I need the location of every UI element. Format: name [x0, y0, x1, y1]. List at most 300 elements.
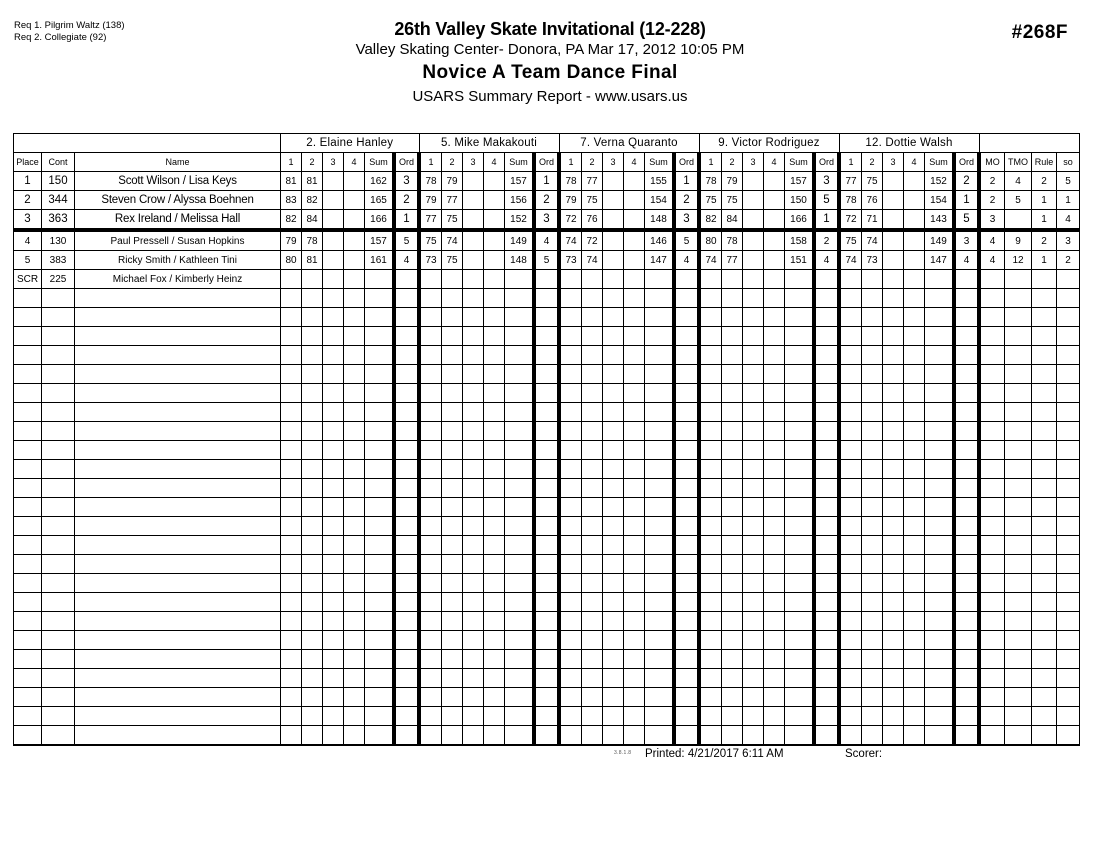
- cell-judge1-ord: 2: [394, 191, 419, 210]
- cell-judge2-mark1: [419, 631, 442, 650]
- cell-judge4-mark3: [743, 251, 764, 270]
- cell-judge4-sum: 151: [785, 251, 815, 270]
- cell-judge5-mark1: [839, 270, 862, 289]
- cell-judge5-mark4: [904, 574, 925, 593]
- cell-judge5-mark4: [904, 555, 925, 574]
- cell-judge3-sum: [645, 384, 675, 403]
- cell-tmo: [1005, 460, 1032, 479]
- cell-judge3-mark2: [582, 308, 603, 327]
- cell-judge1-mark4: [344, 688, 365, 707]
- cell-place: [14, 365, 42, 384]
- cell-judge1-ord: [394, 650, 419, 669]
- cell-judge2-mark4: [484, 669, 505, 688]
- cell-judge3-mark3: [603, 536, 624, 555]
- cell-name: Ricky Smith / Kathleen Tini: [75, 251, 281, 270]
- cell-judge2-mark4: [484, 460, 505, 479]
- cell-name: [75, 707, 281, 726]
- cell-judge5-sum: [925, 346, 955, 365]
- cell-judge5-sum: [925, 517, 955, 536]
- cell-judge2-mark3: [463, 707, 484, 726]
- cell-judge5-mark1: [839, 422, 862, 441]
- cell-judge3-sum: [645, 327, 675, 346]
- cell-judge4-mark3: [743, 460, 764, 479]
- cell-judge5-mark3: [883, 460, 904, 479]
- cell-judge2-sum: 156: [505, 191, 535, 210]
- cell-judge5-mark3: [883, 422, 904, 441]
- cell-judge3-ord: [674, 403, 699, 422]
- cell-judge4-mark4: [764, 517, 785, 536]
- cell-judge1-mark1: 79: [281, 230, 302, 251]
- cell-judge3-mark2: [582, 517, 603, 536]
- cell-judge3-mark4: [624, 289, 645, 308]
- cell-judge5-ord: [954, 574, 979, 593]
- cell-judge1-mark1: [281, 308, 302, 327]
- cell-judge3-mark3: [603, 517, 624, 536]
- cell-tmo: [1005, 536, 1032, 555]
- cell-judge3-mark4: [624, 210, 645, 231]
- cell-judge2-mark3: [463, 460, 484, 479]
- cell-judge3-mark1: [559, 612, 582, 631]
- cell-judge4-ord: [814, 612, 839, 631]
- header-judge3-4: 4: [624, 153, 645, 172]
- cell-place: [14, 574, 42, 593]
- cell-judge3-mark2: [582, 650, 603, 669]
- header-judge2-ord: Ord: [534, 153, 559, 172]
- cell-judge2-mark2: [442, 688, 463, 707]
- cell-judge3-mark2: [582, 574, 603, 593]
- cell-judge5-mark3: [883, 631, 904, 650]
- cell-judge3-mark3: [603, 230, 624, 251]
- cell-judge1-ord: [394, 631, 419, 650]
- cell-cont: [42, 707, 75, 726]
- cell-judge5-mark3: [883, 612, 904, 631]
- cell-judge2-mark3: [463, 403, 484, 422]
- cell-judge4-ord: [814, 517, 839, 536]
- cell-judge2-mark4: [484, 688, 505, 707]
- cell-judge1-sum: [365, 726, 395, 746]
- cell-judge4-mark4: [764, 403, 785, 422]
- cell-judge4-mark3: [743, 210, 764, 231]
- cell-judge5-mark2: [862, 688, 883, 707]
- cell-judge2-mark4: [484, 612, 505, 631]
- cell-judge4-mark3: [743, 517, 764, 536]
- cell-judge4-ord: [814, 574, 839, 593]
- cell-judge1-sum: [365, 441, 395, 460]
- cell-judge2-mark1: 75: [419, 230, 442, 251]
- cell-judge2-mark4: [484, 172, 505, 191]
- cell-judge1-mark1: [281, 707, 302, 726]
- cell-mo: 4: [979, 251, 1005, 270]
- cell-judge1-ord: [394, 460, 419, 479]
- cell-judge1-mark2: [302, 631, 323, 650]
- cell-judge1-mark1: [281, 517, 302, 536]
- cell-judge5-mark3: [883, 172, 904, 191]
- cell-judge2-mark3: [463, 555, 484, 574]
- cell-so: [1057, 631, 1080, 650]
- cell-judge1-mark3: [323, 612, 344, 631]
- cell-rule: [1032, 593, 1057, 612]
- build-code-text: 3.8.1.8: [614, 750, 632, 756]
- header-so: so: [1057, 153, 1080, 172]
- cell-judge2-mark4: [484, 403, 505, 422]
- cell-judge2-mark4: [484, 536, 505, 555]
- cell-judge1-mark3: [323, 289, 344, 308]
- cell-judge3-mark1: [559, 327, 582, 346]
- cell-judge2-sum: 152: [505, 210, 535, 231]
- cell-judge3-sum: [645, 707, 675, 726]
- cell-judge4-ord: [814, 384, 839, 403]
- cell-so: [1057, 403, 1080, 422]
- cell-place: [14, 479, 42, 498]
- cell-judge1-mark2: [302, 612, 323, 631]
- cell-judge5-mark2: [862, 327, 883, 346]
- cell-cont: [42, 650, 75, 669]
- cell-place: [14, 555, 42, 574]
- header-judge4-sum: Sum: [785, 153, 815, 172]
- cell-judge2-mark1: [419, 593, 442, 612]
- cell-judge1-ord: [394, 726, 419, 746]
- cell-judge5-ord: [954, 498, 979, 517]
- cell-name: Rex Ireland / Melissa Hall: [75, 210, 281, 231]
- cell-judge1-mark2: [302, 346, 323, 365]
- cell-judge3-mark1: 74: [559, 230, 582, 251]
- cell-judge5-mark3: [883, 688, 904, 707]
- cell-judge3-mark4: [624, 191, 645, 210]
- cell-judge4-mark3: [743, 365, 764, 384]
- cell-cont: 344: [42, 191, 75, 210]
- cell-judge4-mark2: 79: [722, 172, 743, 191]
- cell-judge2-sum: [505, 498, 535, 517]
- cell-judge2-mark2: [442, 536, 463, 555]
- cell-judge3-mark2: [582, 479, 603, 498]
- cell-judge3-sum: [645, 517, 675, 536]
- cell-so: [1057, 346, 1080, 365]
- cell-judge2-ord: [534, 517, 559, 536]
- cell-judge2-mark4: [484, 498, 505, 517]
- cell-judge4-mark1: [699, 612, 722, 631]
- cell-judge5-mark3: [883, 669, 904, 688]
- cell-judge1-mark4: [344, 460, 365, 479]
- cell-judge3-mark4: [624, 270, 645, 289]
- cell-name: [75, 479, 281, 498]
- cell-judge1-mark2: [302, 441, 323, 460]
- cell-judge4-sum: [785, 327, 815, 346]
- cell-judge1-mark4: [344, 327, 365, 346]
- cell-name: [75, 688, 281, 707]
- cell-judge2-mark1: [419, 612, 442, 631]
- cell-judge5-mark1: [839, 612, 862, 631]
- cell-judge4-mark4: [764, 479, 785, 498]
- cell-judge4-mark4: [764, 460, 785, 479]
- cell-name: [75, 631, 281, 650]
- table-row: [14, 191, 1080, 210]
- header-judge5-3: 3: [883, 153, 904, 172]
- cell-judge1-mark3: [323, 191, 344, 210]
- cell-mo: [979, 346, 1005, 365]
- cell-judge5-mark4: [904, 308, 925, 327]
- cell-judge3-mark2: [582, 346, 603, 365]
- cell-judge1-ord: [394, 498, 419, 517]
- cell-judge4-ord: [814, 726, 839, 746]
- cell-judge5-mark2: [862, 365, 883, 384]
- cell-cont: [42, 479, 75, 498]
- cell-judge3-mark1: [559, 384, 582, 403]
- cell-place: [14, 536, 42, 555]
- cell-mo: [979, 726, 1005, 746]
- cell-place: [14, 707, 42, 726]
- cell-judge2-mark4: [484, 726, 505, 746]
- cell-judge5-mark3: [883, 517, 904, 536]
- cell-judge5-mark1: [839, 650, 862, 669]
- cell-judge2-ord: [534, 460, 559, 479]
- cell-place: [14, 384, 42, 403]
- cell-judge3-mark2: [582, 327, 603, 346]
- cell-judge4-sum: [785, 707, 815, 726]
- header-judge3-ord: Ord: [674, 153, 699, 172]
- cell-judge5-mark1: [839, 517, 862, 536]
- cell-judge1-mark3: [323, 403, 344, 422]
- cell-judge5-mark2: [862, 403, 883, 422]
- table-row-empty: [14, 422, 1080, 441]
- scorer-label: Scorer:: [845, 748, 883, 760]
- cell-judge5-mark4: [904, 270, 925, 289]
- cell-judge1-mark2: [302, 460, 323, 479]
- cell-judge3-mark1: [559, 460, 582, 479]
- cell-judge3-mark2: [582, 631, 603, 650]
- cell-judge4-ord: [814, 422, 839, 441]
- cell-judge3-mark1: [559, 479, 582, 498]
- cell-judge1-ord: [394, 688, 419, 707]
- cell-judge1-ord: 5: [394, 230, 419, 251]
- cell-place: [14, 612, 42, 631]
- cell-judge3-mark4: [624, 172, 645, 191]
- cell-judge2-mark4: [484, 289, 505, 308]
- cell-place: [14, 403, 42, 422]
- cell-judge1-mark3: [323, 650, 344, 669]
- table-row-empty: [14, 441, 1080, 460]
- cell-judge4-mark1: [699, 536, 722, 555]
- cell-judge5-mark3: [883, 441, 904, 460]
- cell-judge3-mark4: [624, 650, 645, 669]
- cell-judge3-mark1: [559, 441, 582, 460]
- cell-judge1-mark3: [323, 498, 344, 517]
- cell-judge2-mark1: 73: [419, 251, 442, 270]
- cell-judge5-mark1: [839, 726, 862, 746]
- cell-judge4-mark4: [764, 270, 785, 289]
- cell-judge4-ord: [814, 479, 839, 498]
- cell-so: [1057, 270, 1080, 289]
- cell-judge5-sum: [925, 403, 955, 422]
- cell-rule: [1032, 460, 1057, 479]
- cell-judge2-sum: [505, 650, 535, 669]
- event-title: 26th Valley Skate Invitational (12-228): [394, 19, 706, 39]
- cell-judge2-mark2: 75: [442, 251, 463, 270]
- cell-judge1-mark1: [281, 289, 302, 308]
- cell-judge4-ord: [814, 308, 839, 327]
- cell-judge1-mark1: [281, 403, 302, 422]
- cell-so: [1057, 422, 1080, 441]
- cell-judge2-mark3: [463, 327, 484, 346]
- cell-judge4-mark1: [699, 270, 722, 289]
- cell-judge3-sum: [645, 574, 675, 593]
- cell-judge3-mark3: [603, 574, 624, 593]
- cell-judge5-mark3: [883, 346, 904, 365]
- cell-judge4-mark1: [699, 574, 722, 593]
- cell-tmo: [1005, 517, 1032, 536]
- cell-judge2-mark4: [484, 308, 505, 327]
- cell-name: [75, 650, 281, 669]
- cell-tmo: [1005, 441, 1032, 460]
- cell-tmo: [1005, 270, 1032, 289]
- header-judge3-1: 1: [559, 153, 582, 172]
- cell-judge3-mark2: [582, 422, 603, 441]
- cell-judge5-ord: [954, 479, 979, 498]
- cell-judge5-mark3: [883, 707, 904, 726]
- header-judge2-sum: Sum: [505, 153, 535, 172]
- cell-judge3-mark2: 72: [582, 230, 603, 251]
- cell-judge1-mark2: [302, 479, 323, 498]
- cell-judge1-ord: 4: [394, 251, 419, 270]
- cell-judge3-mark2: [582, 270, 603, 289]
- cell-mo: [979, 593, 1005, 612]
- table-row-empty: [14, 327, 1080, 346]
- cell-judge3-mark3: [603, 346, 624, 365]
- cell-tmo: [1005, 210, 1032, 231]
- cell-judge3-mark2: 74: [582, 251, 603, 270]
- cell-judge4-sum: 157: [785, 172, 815, 191]
- cell-judge4-mark1: [699, 308, 722, 327]
- cell-judge1-mark4: [344, 172, 365, 191]
- cell-judge5-mark3: [883, 650, 904, 669]
- cell-judge4-ord: [814, 346, 839, 365]
- cell-judge2-mark1: [419, 327, 442, 346]
- cell-judge3-sum: [645, 536, 675, 555]
- cell-judge1-mark3: [323, 327, 344, 346]
- header-judge4-1: 1: [699, 153, 722, 172]
- cell-judge3-sum: 147: [645, 251, 675, 270]
- cell-judge2-sum: [505, 726, 535, 746]
- cell-judge3-mark3: [603, 669, 624, 688]
- cell-judge1-mark4: [344, 574, 365, 593]
- cell-judge5-mark4: [904, 210, 925, 231]
- cell-place: 4: [14, 230, 42, 251]
- cell-judge1-mark2: [302, 403, 323, 422]
- cell-judge2-ord: [534, 555, 559, 574]
- cell-judge2-sum: [505, 346, 535, 365]
- cell-judge5-mark4: [904, 669, 925, 688]
- cell-rule: [1032, 270, 1057, 289]
- cell-judge1-ord: [394, 270, 419, 289]
- cell-judge2-mark1: [419, 422, 442, 441]
- cell-judge1-ord: 3: [394, 172, 419, 191]
- cell-judge4-sum: [785, 574, 815, 593]
- cell-judge1-sum: 166: [365, 210, 395, 231]
- cell-judge5-mark1: [839, 365, 862, 384]
- cell-tmo: [1005, 365, 1032, 384]
- table-row-empty: [14, 460, 1080, 479]
- cell-judge5-ord: [954, 403, 979, 422]
- cell-tmo: [1005, 403, 1032, 422]
- cell-so: [1057, 612, 1080, 631]
- cell-judge1-mark4: [344, 210, 365, 231]
- cell-cont: [42, 308, 75, 327]
- cell-judge1-mark3: [323, 536, 344, 555]
- cell-so: [1057, 441, 1080, 460]
- cell-judge5-mark4: [904, 230, 925, 251]
- cell-judge2-mark2: [442, 441, 463, 460]
- cell-judge5-mark4: [904, 631, 925, 650]
- cell-tmo: [1005, 384, 1032, 403]
- cell-judge3-sum: [645, 612, 675, 631]
- cell-judge4-mark1: 74: [699, 251, 722, 270]
- cell-rule: [1032, 441, 1057, 460]
- cell-judge5-mark1: [839, 403, 862, 422]
- cell-rule: [1032, 631, 1057, 650]
- cell-judge1-mark4: [344, 403, 365, 422]
- cell-judge2-mark3: [463, 308, 484, 327]
- cell-cont: 150: [42, 172, 75, 191]
- cell-judge4-mark1: [699, 650, 722, 669]
- cell-mo: 2: [979, 191, 1005, 210]
- table-row-empty: [14, 346, 1080, 365]
- cell-judge1-mark4: [344, 308, 365, 327]
- cell-name: [75, 517, 281, 536]
- cell-tmo: [1005, 574, 1032, 593]
- cell-judge4-mark3: [743, 230, 764, 251]
- cell-judge1-mark2: [302, 289, 323, 308]
- cell-judge5-sum: [925, 270, 955, 289]
- cell-cont: [42, 688, 75, 707]
- cell-judge3-ord: [674, 498, 699, 517]
- cell-judge2-mark3: [463, 574, 484, 593]
- cell-judge1-mark1: 82: [281, 210, 302, 231]
- cell-judge1-sum: [365, 327, 395, 346]
- cell-judge1-sum: [365, 631, 395, 650]
- cell-judge1-sum: 162: [365, 172, 395, 191]
- cell-judge2-sum: [505, 327, 535, 346]
- cell-judge3-mark3: [603, 688, 624, 707]
- cell-judge4-sum: [785, 498, 815, 517]
- cell-judge5-sum: [925, 327, 955, 346]
- cell-judge2-sum: [505, 479, 535, 498]
- cell-judge2-ord: [534, 308, 559, 327]
- cell-judge3-mark3: [603, 631, 624, 650]
- cell-judge2-mark3: [463, 191, 484, 210]
- cell-judge2-mark1: [419, 460, 442, 479]
- cell-judge4-mark3: [743, 441, 764, 460]
- cell-judge2-ord: [534, 498, 559, 517]
- cell-judge5-ord: 1: [954, 191, 979, 210]
- cell-judge5-ord: [954, 612, 979, 631]
- cell-judge1-sum: [365, 460, 395, 479]
- cell-judge1-ord: [394, 479, 419, 498]
- cell-judge1-mark3: [323, 479, 344, 498]
- cell-judge2-mark2: [442, 422, 463, 441]
- cell-judge3-sum: [645, 726, 675, 746]
- cell-judge5-mark2: [862, 460, 883, 479]
- cell-judge3-sum: [645, 403, 675, 422]
- cell-judge2-mark3: [463, 688, 484, 707]
- cell-judge5-mark4: [904, 479, 925, 498]
- cell-judge3-mark3: [603, 650, 624, 669]
- cell-judge5-mark2: [862, 631, 883, 650]
- cell-judge4-mark1: [699, 707, 722, 726]
- cell-judge1-ord: [394, 365, 419, 384]
- cell-judge2-mark1: [419, 517, 442, 536]
- cell-judge1-mark4: [344, 422, 365, 441]
- cell-rule: 1: [1032, 251, 1057, 270]
- cell-mo: [979, 403, 1005, 422]
